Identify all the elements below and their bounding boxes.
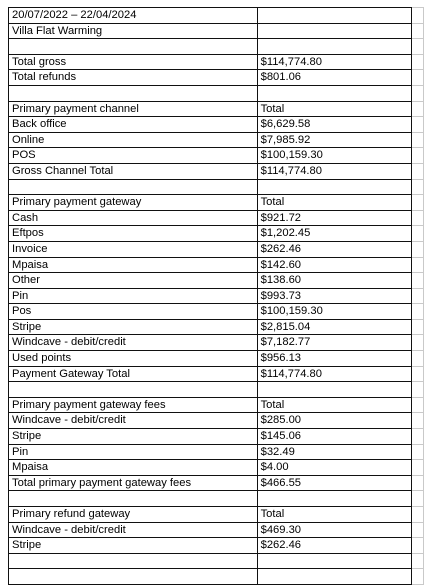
table-row bbox=[9, 538, 424, 554]
section-heading-row bbox=[9, 397, 424, 413]
empty-cell[interactable] bbox=[412, 569, 424, 585]
label-cell[interactable]: Mpaisa bbox=[9, 460, 258, 476]
label-cell[interactable]: Gross Channel Total bbox=[9, 163, 258, 179]
label-cell[interactable]: Payment Gateway Total bbox=[9, 366, 258, 382]
value-cell[interactable] bbox=[257, 179, 411, 195]
value-cell[interactable]: $32.49 bbox=[257, 444, 411, 460]
table-row bbox=[9, 163, 424, 179]
value-cell[interactable]: $2,815.04 bbox=[257, 319, 411, 335]
label-cell[interactable] bbox=[9, 491, 258, 507]
label-cell[interactable]: 20/07/2022 – 22/04/2024 bbox=[9, 8, 258, 24]
label-cell[interactable]: Total primary payment gateway fees bbox=[9, 475, 258, 491]
label-cell[interactable]: POS bbox=[9, 148, 258, 164]
label-cell[interactable]: Primary payment gateway fees bbox=[9, 397, 258, 413]
label-cell[interactable] bbox=[9, 179, 258, 195]
blank-row bbox=[9, 569, 424, 585]
total-row bbox=[9, 54, 424, 70]
label-cell[interactable] bbox=[9, 553, 258, 569]
value-cell[interactable]: Total bbox=[257, 397, 411, 413]
empty-cell[interactable] bbox=[412, 460, 424, 476]
label-cell[interactable]: Windcave - debit/credit bbox=[9, 413, 258, 429]
label-cell[interactable]: Primary payment channel bbox=[9, 101, 258, 117]
label-cell[interactable]: Mpaisa bbox=[9, 257, 258, 273]
table-row bbox=[9, 226, 424, 242]
value-cell[interactable]: Total bbox=[257, 101, 411, 117]
empty-cell[interactable] bbox=[412, 54, 424, 70]
value-cell[interactable]: $114,774.80 bbox=[257, 54, 411, 70]
value-cell[interactable] bbox=[257, 8, 411, 24]
value-cell[interactable]: $100,159.30 bbox=[257, 304, 411, 320]
total-row bbox=[9, 70, 424, 86]
table-row bbox=[9, 475, 424, 491]
label-cell[interactable] bbox=[9, 569, 258, 585]
blank-row bbox=[9, 382, 424, 398]
label-cell[interactable]: Total refunds bbox=[9, 70, 258, 86]
empty-cell[interactable] bbox=[412, 366, 424, 382]
value-cell[interactable]: $1,202.45 bbox=[257, 226, 411, 242]
label-cell[interactable]: Primary refund gateway bbox=[9, 507, 258, 523]
value-cell[interactable]: $262.46 bbox=[257, 538, 411, 554]
label-cell[interactable]: Used points bbox=[9, 351, 258, 367]
value-cell[interactable]: $6,629.58 bbox=[257, 117, 411, 133]
label-cell[interactable]: Cash bbox=[9, 210, 258, 226]
value-cell[interactable] bbox=[257, 382, 411, 398]
value-cell[interactable] bbox=[257, 39, 411, 55]
empty-cell[interactable] bbox=[412, 132, 424, 148]
label-cell[interactable]: Other bbox=[9, 273, 258, 289]
empty-cell[interactable] bbox=[412, 273, 424, 289]
value-cell[interactable] bbox=[257, 23, 411, 39]
table-row bbox=[9, 319, 424, 335]
value-cell[interactable]: Total bbox=[257, 507, 411, 523]
label-cell[interactable]: Online bbox=[9, 132, 258, 148]
value-cell[interactable]: $7,985.92 bbox=[257, 132, 411, 148]
value-cell[interactable]: $7,182.77 bbox=[257, 335, 411, 351]
table-row bbox=[9, 522, 424, 538]
event-name-row bbox=[9, 23, 424, 39]
empty-cell[interactable] bbox=[412, 382, 424, 398]
table-row bbox=[9, 288, 424, 304]
empty-cell[interactable] bbox=[412, 39, 424, 55]
empty-cell[interactable] bbox=[412, 351, 424, 367]
table-row bbox=[9, 210, 424, 226]
label-cell[interactable]: Total gross bbox=[9, 54, 258, 70]
blank-row bbox=[9, 179, 424, 195]
empty-cell[interactable] bbox=[412, 23, 424, 39]
empty-cell[interactable] bbox=[412, 522, 424, 538]
label-cell[interactable]: Eftpos bbox=[9, 226, 258, 242]
value-cell[interactable]: $100,159.30 bbox=[257, 148, 411, 164]
label-cell[interactable]: Back office bbox=[9, 117, 258, 133]
table-row bbox=[9, 148, 424, 164]
table-row bbox=[9, 273, 424, 289]
table-row bbox=[9, 366, 424, 382]
empty-cell[interactable] bbox=[412, 210, 424, 226]
value-cell[interactable]: Total bbox=[257, 195, 411, 211]
report-sheet bbox=[8, 7, 424, 585]
empty-cell[interactable] bbox=[412, 288, 424, 304]
table-row bbox=[9, 413, 424, 429]
empty-cell[interactable] bbox=[412, 8, 424, 24]
table-row bbox=[9, 304, 424, 320]
empty-cell[interactable] bbox=[412, 538, 424, 554]
value-cell[interactable]: $993.73 bbox=[257, 288, 411, 304]
label-cell[interactable] bbox=[9, 39, 258, 55]
label-cell[interactable]: Stripe bbox=[9, 429, 258, 445]
table-row bbox=[9, 241, 424, 257]
sheet-body bbox=[9, 8, 424, 585]
value-cell[interactable]: $114,774.80 bbox=[257, 366, 411, 382]
value-cell[interactable]: $469.30 bbox=[257, 522, 411, 538]
empty-cell[interactable] bbox=[412, 179, 424, 195]
empty-cell[interactable] bbox=[412, 413, 424, 429]
table-row bbox=[9, 117, 424, 133]
section-heading-row bbox=[9, 507, 424, 523]
empty-cell[interactable] bbox=[412, 429, 424, 445]
empty-cell[interactable] bbox=[412, 475, 424, 491]
label-cell[interactable] bbox=[9, 85, 258, 101]
table-row bbox=[9, 335, 424, 351]
label-cell[interactable]: Pin bbox=[9, 444, 258, 460]
empty-cell[interactable] bbox=[412, 397, 424, 413]
value-cell[interactable]: $142.60 bbox=[257, 257, 411, 273]
section-heading-row bbox=[9, 195, 424, 211]
value-cell[interactable]: $262.46 bbox=[257, 241, 411, 257]
empty-cell[interactable] bbox=[412, 163, 424, 179]
value-cell[interactable] bbox=[257, 85, 411, 101]
table-row bbox=[9, 257, 424, 273]
label-cell[interactable]: Stripe bbox=[9, 538, 258, 554]
label-cell[interactable] bbox=[9, 382, 258, 398]
empty-cell[interactable] bbox=[412, 491, 424, 507]
label-cell[interactable]: Windcave - debit/credit bbox=[9, 522, 258, 538]
blank-row bbox=[9, 39, 424, 55]
table-row bbox=[9, 444, 424, 460]
value-cell[interactable]: $138.60 bbox=[257, 273, 411, 289]
empty-cell[interactable] bbox=[412, 226, 424, 242]
label-cell[interactable]: Invoice bbox=[9, 241, 258, 257]
empty-cell[interactable] bbox=[412, 553, 424, 569]
value-cell[interactable]: $801.06 bbox=[257, 70, 411, 86]
empty-cell[interactable] bbox=[412, 195, 424, 211]
label-cell[interactable]: Pin bbox=[9, 288, 258, 304]
label-cell[interactable]: Stripe bbox=[9, 319, 258, 335]
value-cell[interactable]: $921.72 bbox=[257, 210, 411, 226]
empty-cell[interactable] bbox=[412, 70, 424, 86]
empty-cell[interactable] bbox=[412, 507, 424, 523]
label-cell[interactable]: Villa Flat Warming bbox=[9, 23, 258, 39]
empty-cell[interactable] bbox=[412, 319, 424, 335]
value-cell[interactable] bbox=[257, 569, 411, 585]
value-cell[interactable]: $956.13 bbox=[257, 351, 411, 367]
blank-row bbox=[9, 85, 424, 101]
empty-cell[interactable] bbox=[412, 257, 424, 273]
blank-row bbox=[9, 491, 424, 507]
section-heading-row bbox=[9, 101, 424, 117]
label-cell[interactable]: Primary payment gateway bbox=[9, 195, 258, 211]
value-cell[interactable] bbox=[257, 553, 411, 569]
table-row bbox=[9, 351, 424, 367]
table-row bbox=[9, 132, 424, 148]
label-cell[interactable]: Pos bbox=[9, 304, 258, 320]
empty-cell[interactable] bbox=[412, 101, 424, 117]
empty-cell[interactable] bbox=[412, 304, 424, 320]
value-cell[interactable]: $466.55 bbox=[257, 475, 411, 491]
empty-cell[interactable] bbox=[412, 117, 424, 133]
empty-cell[interactable] bbox=[412, 241, 424, 257]
empty-cell[interactable] bbox=[412, 148, 424, 164]
value-cell[interactable]: $285.00 bbox=[257, 413, 411, 429]
empty-cell[interactable] bbox=[412, 444, 424, 460]
table-row bbox=[9, 429, 424, 445]
empty-cell[interactable] bbox=[412, 335, 424, 351]
value-cell[interactable] bbox=[257, 491, 411, 507]
value-cell[interactable]: $114,774.80 bbox=[257, 163, 411, 179]
empty-cell[interactable] bbox=[412, 85, 424, 101]
value-cell[interactable]: $4.00 bbox=[257, 460, 411, 476]
table-row bbox=[9, 460, 424, 476]
label-cell[interactable]: Windcave - debit/credit bbox=[9, 335, 258, 351]
date-range-row bbox=[9, 8, 424, 24]
value-cell[interactable]: $145.06 bbox=[257, 429, 411, 445]
blank-row bbox=[9, 553, 424, 569]
